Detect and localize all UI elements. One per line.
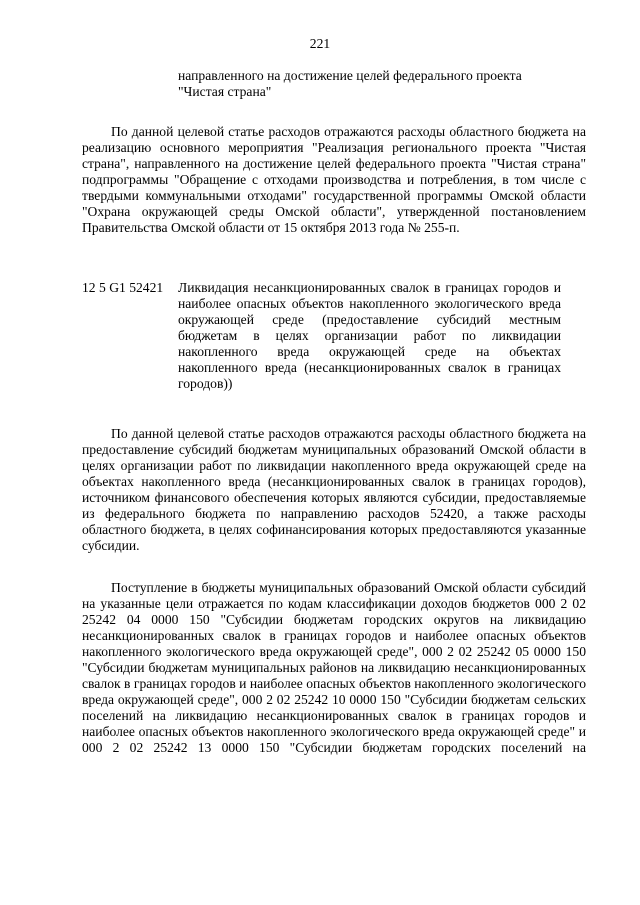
header-title-line-1: направленного на достижение целей федерального проекта (178, 68, 522, 83)
header-title-line-2: "Чистая страна" (178, 84, 272, 99)
paragraph-revenue-codes: Поступление в бюджеты муниципальных образований Омской области субсидий на указанные цели отражается по кодам классификации доходов бюджетов 000 2 02 25242 04 0000 150 "Субсидии бюджетам городских округов на ликвидацию несанкционированных свалок в границах городов и наиболее опасных объектов накопленного экологического вреда окружающей среде", 000 2 02 25242 05 0000 150 "Субсидии бюджетам муниципальных районов на ликвидацию несанкционированных свалок в границах городов и наиболее опасных объектов накопленного экологического вреда окружающей среде", 000 2 02 25242 10 0000 150 "Субсидии бюджетам сельских поселений на ликвидацию несанкционированных свалок в границах городов и наиболее опасных объектов накопленного экологического вреда окружающей среде" и 000 2 02 25242 13 0000 150 "Субсидии бюджетам городских поселений на (82, 580, 586, 755)
entry-code: 12 5 G1 52421 (82, 280, 164, 295)
header-title (178, 68, 578, 100)
page-number: 221 (309, 36, 331, 51)
entry-description: Ликвидация несанкционированных свалок в границах городов и наиболее опасных объектов накопленного экологического вреда окружающей среде (предоставление субсидий местным бюджетам в целях организации работ по ликвидации накопленного вреда окружающей среде на объектах накопленного вреда (несанкционированных свалок в границах городов)) (178, 280, 561, 391)
paragraph-expenditure-description: По данной целевой статье расходов отражаются расходы областного бюджета на предоставление субсидий бюджетам муниципальных образований Омской области в целях организации работ по ликвидации накопленного вреда окружающей среде на объектах накопленного вреда (несанкционированных свалок в границах городов), источником финансового обеспечения которых являются субсидии, предоставляемые из федерального бюджета по направлению расходов 52420, а также расходы областного бюджета, в целях софинансирования которых предоставляются указанные субсидии. (82, 426, 586, 553)
paragraph-target-article-description: По данной целевой статье расходов отражаются расходы областного бюджета на реализацию основного мероприятия "Реализация регионального проекта "Чистая страна", направленного на достижение целей федерального проекта "Чистая страна" подпрограммы "Обращение с отходами производства и потребления, в том числе с твердыми коммунальными отходами" государственной программы Омской области "Охрана окружающей среды Омской области", утвержденной постановлением Правительства Омской области от 15 октября 2013 года № 255-п. (82, 124, 586, 235)
